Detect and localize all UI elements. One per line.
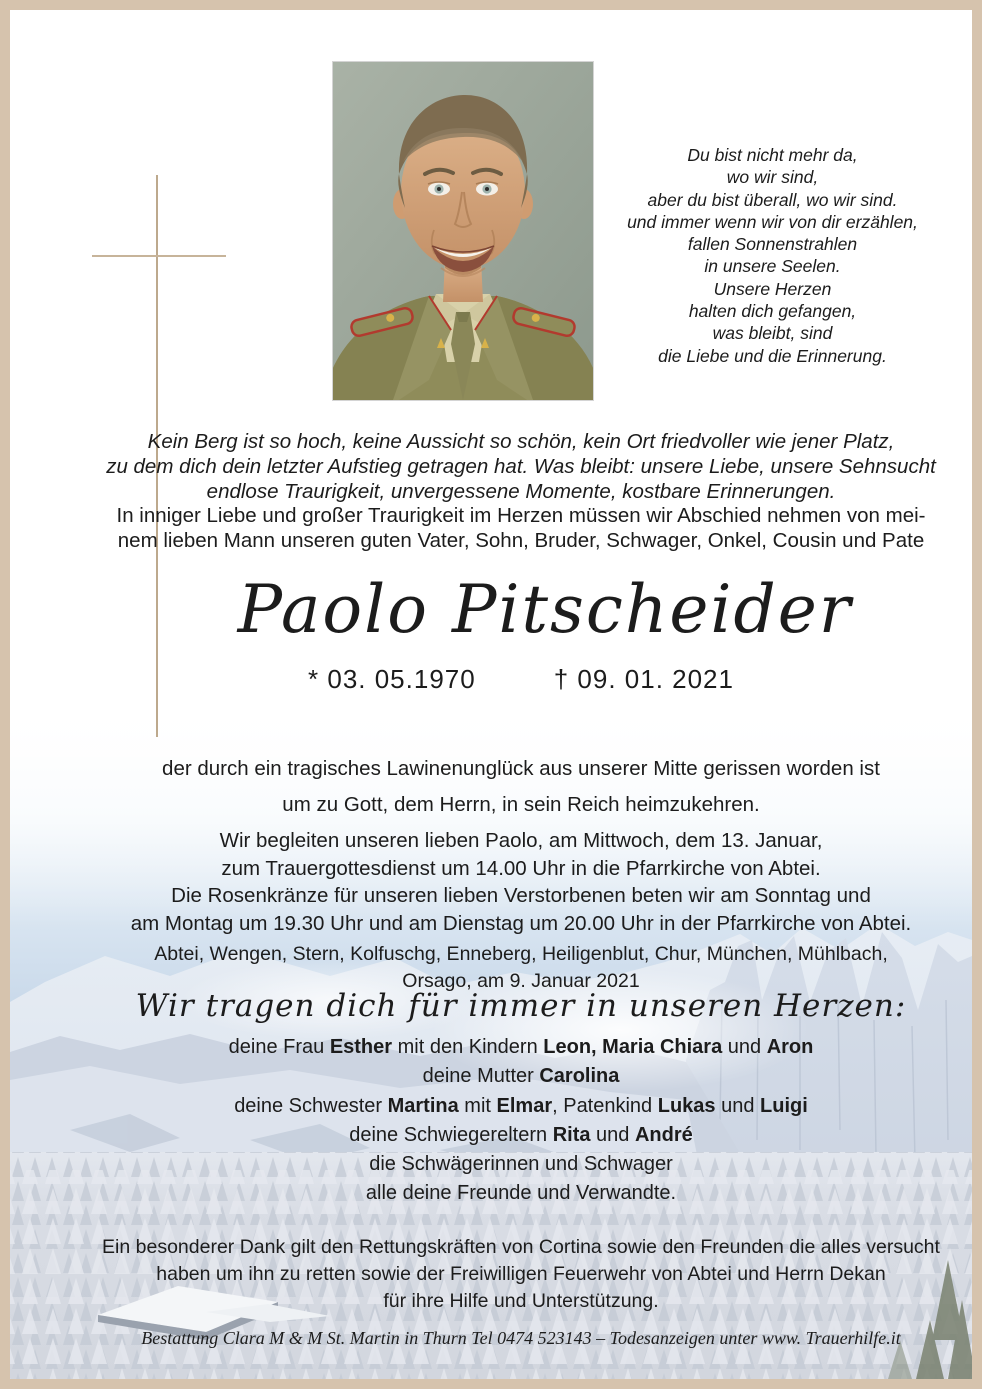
thanks-paragraph (60, 1234, 982, 1314)
thanks-line: für ihre Hilfe und Unterstützung. (383, 1289, 659, 1312)
poem-line: halten dich gefangen, (688, 301, 857, 322)
death-date: † 09. 01. 2021 (553, 664, 734, 694)
funeral-service-paragraph (70, 827, 972, 882)
intro-verse-line: endlose Traurigkeit, unvergessene Momente, kostbare Erinnerungen. (206, 479, 836, 503)
memorial-poem (585, 144, 960, 367)
family-list (70, 1033, 972, 1209)
intro-announcement-line: In inniger Liebe und großer Traurigkeit im Herzen müssen wir Abschied nehmen von mei- (116, 504, 926, 528)
poem-line: fallen Sonnenstrahlen (687, 234, 858, 255)
deceased-name: Paolo Pitscheider (237, 571, 853, 648)
life-dates (70, 664, 972, 695)
intro-verse-line: Kein Berg ist so hoch, keine Aussicht so schön, kein Ort friedvoller wie jener Platz, (147, 430, 895, 453)
funeral-service-line: zum Trauergottesdienst um 14.00 Uhr in die Pfarrkirche von Abtei. (221, 856, 821, 880)
poem-line: aber du bist überall, wo wir sind. (647, 189, 898, 210)
poem-line: in unsere Seelen. (704, 256, 841, 277)
return-to-god-paragraph: um zu Gott, dem Herrn, in sein Reich heimzukehren. (282, 793, 760, 816)
family-line: die Schwägerinnen und Schwager (369, 1153, 673, 1176)
intro-text (70, 430, 972, 554)
family-line: deine Frau Esther mit den Kindern Leon, Maria Chiara und Aron (228, 1036, 814, 1058)
rosary-line: am Montag um 19.30 Uhr und am Dienstag um 20.00 Uhr in der Pfarrkirche von Abtei. (130, 911, 912, 935)
thanks-line: Ein besonderer Dank gilt den Rettungskräften von Cortina sowie den Freunden die alles versucht (102, 1236, 940, 1258)
poem-line: und immer wenn wir von dir erzählen, (627, 211, 918, 232)
portrait-photo (333, 62, 593, 400)
intro-announcement-line: nem lieben Mann unseren guten Vater, Sohn, Bruder, Schwager, Onkel, Cousin und Pate (117, 529, 925, 553)
poem-line: wo wir sind, (726, 167, 819, 188)
intro-verse-line: zu dem dich dein letzter Aufstieg getragen hat. Was bleibt: unsere Liebe, unsere Sehnsucht (106, 454, 936, 478)
poem-line: Unsere Herzen (713, 278, 832, 299)
rosary-paragraph (70, 882, 972, 937)
poem-line: die Liebe und die Erinnerung. (658, 345, 887, 366)
cities-line: Abtei, Wengen, Stern, Kolfuschg, Enneberg, Heiligenblut, Chur, München, Mühlbach, (154, 943, 888, 965)
thanks-line: haben um ihn zu retten sowie der Freiwilligen Feuerwehr von Abtei und Herrn Dekan (156, 1262, 886, 1285)
family-line: alle deine Freunde und Verwandte. (365, 1182, 677, 1205)
family-line: deine Schwester Martina mit Elmar, Patenkind Lukas und Luigi (234, 1094, 808, 1117)
tribute-heading: Wir tragen dich für immer in unseren Herzen: (135, 988, 907, 1024)
cause-paragraph: der durch ein tragisches Lawinenunglück aus unserer Mitte gerissen worden ist (162, 757, 880, 780)
poem-line: Du bist nicht mehr da, (687, 145, 858, 165)
family-line: deine Schwiegereltern Rita und André (349, 1123, 693, 1146)
funeral-home-footer: Bestattung Clara M & M St. Martin in Thurn Tel 0474 523143 – Todesanzeigen unter www. Trauerhilfe.it (141, 1328, 901, 1348)
date-line: Orsago, am 9. Januar 2021 (402, 970, 640, 992)
poem-line: was bleibt, sind (712, 323, 833, 344)
birth-date: * 03. 05.1970 (308, 664, 476, 694)
portrait-graphic (333, 62, 593, 400)
family-line: deine Mutter Carolina (422, 1065, 620, 1088)
rosary-line: Die Rosenkränze für unseren lieben Verstorbenen beten wir am Sonntag und (171, 884, 871, 907)
funeral-service-line: Wir begleiten unseren lieben Paolo, am Mittwoch, dem 13. Januar, (219, 829, 823, 852)
cross-icon-bar (92, 255, 226, 257)
